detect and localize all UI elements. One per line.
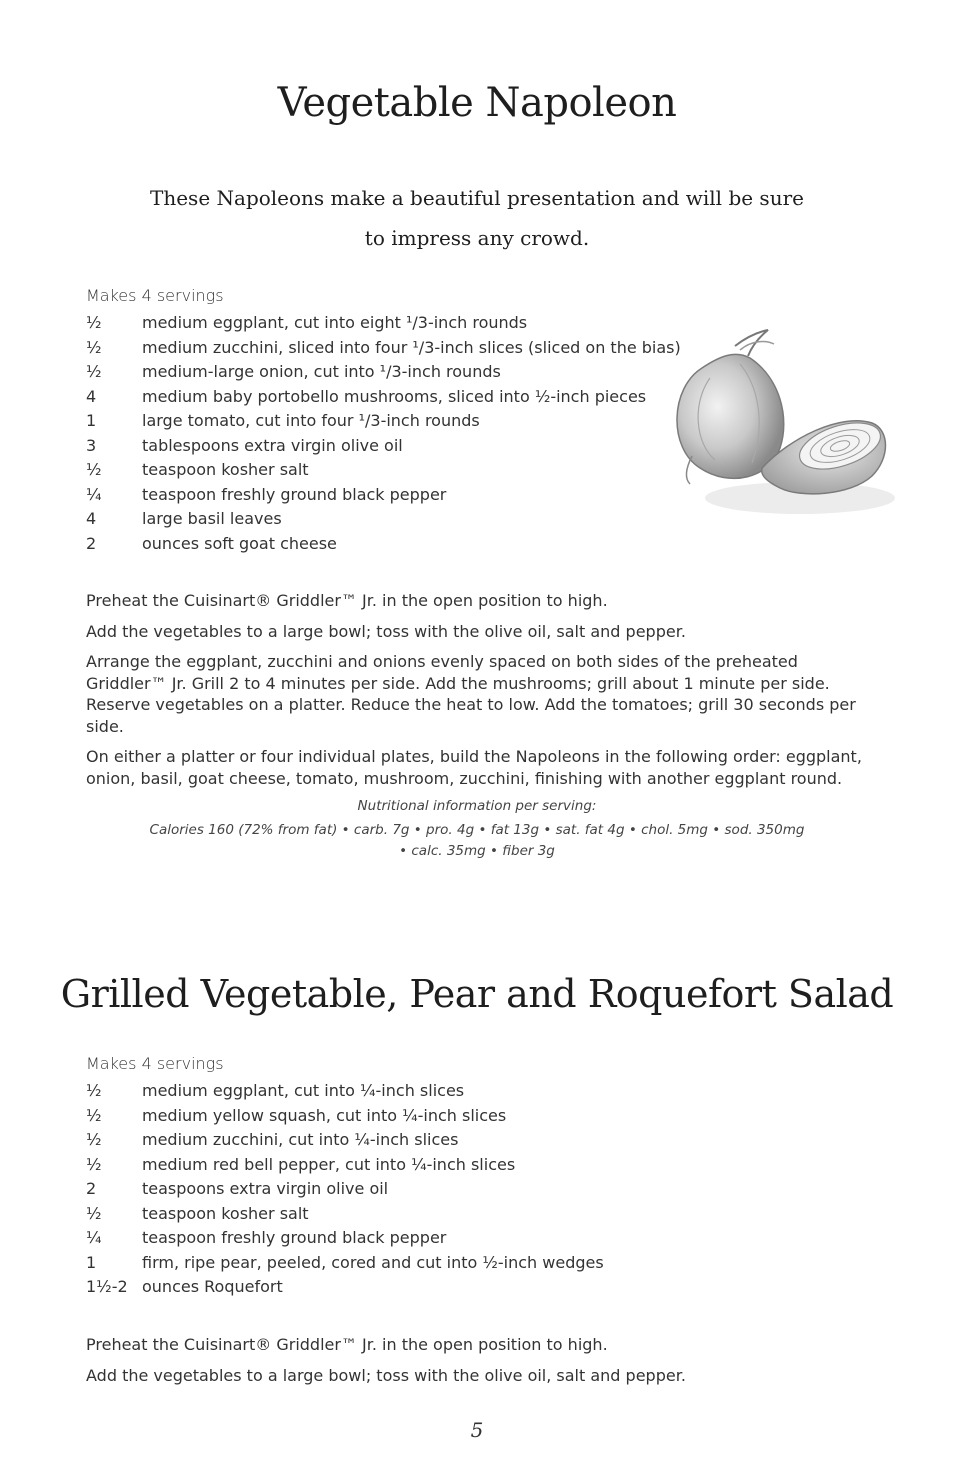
ingredient-text: large tomato, cut into four ¹/3-inch rounds [142, 411, 480, 430]
recipe-intro: These Napoleons make a beautiful presentation and will be sure to impress any crowd. [150, 186, 804, 250]
ingredient-quantity: ½ [86, 362, 102, 381]
ingredient-quantity: ¼ [86, 484, 102, 504]
ingredient-item [86, 1104, 604, 1129]
step-toss: Add the vegetables to a large bowl; toss with the olive oil, salt and pepper. [86, 622, 686, 641]
step-grill: Arrange the eggplant, zucchini and onions evenly spaced on both sides of the preheated Griddler™ Jr. Grill 2 to 4 minutes per side. Add the mushrooms; grill about 1 minute per side. Reserve vegetables on a platter. Reduce the heat to low. Add the tomatoes; grill 30 seconds per side. [86, 652, 856, 736]
nutrition-info-continued: • calc. 35mg • fiber 3g [399, 843, 555, 859]
ingredient-quantity: ½ [86, 313, 102, 332]
ingredient-quantity: 3 [86, 435, 97, 455]
ingredient-list [86, 1079, 604, 1300]
ingredient-quantity: ½ [86, 1105, 102, 1125]
ingredient-text: ounces soft goat cheese [142, 533, 337, 553]
ingredient-item [86, 1226, 604, 1251]
ingredient-text: ounces Roquefort [142, 1277, 283, 1296]
ingredient-text: firm, ripe pear, peeled, cored and cut into ½-inch wedges [142, 1252, 604, 1272]
ingredient-text: teaspoon freshly ground black pepper [142, 484, 447, 504]
ingredient-item [86, 1177, 604, 1202]
ingredient-quantity: ½ [86, 1081, 102, 1100]
ingredient-item [86, 336, 681, 361]
ingredient-text: medium eggplant, cut into eight ¹/3-inch rounds [142, 313, 528, 332]
servings-text: Makes 4 servings [86, 1054, 224, 1073]
ingredient-quantity: ½ [86, 1154, 102, 1174]
ingredient-list [86, 311, 681, 556]
recipe-title: Vegetable Napoleon [277, 80, 677, 126]
ingredient-quantity: ½ [86, 1130, 102, 1149]
ingredient-text: medium yellow squash, cut into ¼-inch slices [142, 1105, 507, 1125]
ingredient-text: teaspoons extra virgin olive oil [142, 1179, 389, 1198]
step-assemble: On either a platter or four individual plates, build the Napoleons in the following order: eggplant, onion, basil, goat cheese, tomato, mushroom, zucchini, finishing with another eggplant round. [86, 747, 862, 788]
ingredient-text: medium baby portobello mushrooms, sliced into ½-inch pieces [142, 386, 647, 406]
ingredient-quantity: ½ [86, 460, 102, 479]
step-toss: Add the vegetables to a large bowl; toss with the olive oil, salt and pepper. [86, 1366, 686, 1385]
ingredient-text: medium zucchini, cut into ¼-inch slices [142, 1130, 459, 1149]
ingredient-quantity: 4 [86, 386, 97, 406]
ingredient-item [86, 1128, 604, 1153]
ingredient-quantity: 1½-2 [86, 1277, 128, 1296]
ingredient-item [86, 434, 681, 459]
ingredient-text: teaspoon freshly ground black pepper [142, 1228, 447, 1247]
ingredient-text: tablespoons extra virgin olive oil [142, 435, 403, 455]
nutrition-info: Calories 160 (72% from fat) • carb. 7g • pro. 4g • fat 13g • sat. fat 4g • chol. 5mg • sod. 350mg [149, 822, 805, 838]
step-preheat: Preheat the Cuisinart® Griddler™ Jr. in the open position to high. [86, 591, 608, 610]
ingredient-text: large basil leaves [142, 509, 282, 528]
ingredient-item [86, 1275, 604, 1300]
ingredient-text: medium red bell pepper, cut into ¼-inch slices [142, 1154, 516, 1174]
ingredient-item [86, 483, 681, 508]
ingredient-quantity: ¼ [86, 1228, 102, 1247]
ingredient-item [86, 409, 681, 434]
recipe-title: Grilled Vegetable, Pear and Roquefort Salad [60, 972, 894, 1016]
ingredient-item [86, 311, 681, 336]
ingredient-quantity: 1 [86, 411, 97, 430]
ingredient-item [86, 1251, 604, 1276]
ingredient-item [86, 1202, 604, 1227]
ingredient-item [86, 532, 681, 557]
ingredient-text: medium-large onion, cut into ¹/3-inch rounds [142, 362, 501, 381]
ingredient-quantity: ½ [86, 1203, 102, 1223]
ingredient-quantity: 2 [86, 1179, 97, 1198]
ingredient-item [86, 385, 681, 410]
ingredient-item [86, 507, 681, 532]
ingredient-text: medium eggplant, cut into ¼-inch slices [142, 1081, 465, 1100]
ingredient-item [86, 360, 681, 385]
ingredient-text: medium zucchini, sliced into four ¹/3-inch slices (sliced on the bias) [142, 337, 681, 357]
ingredient-text: teaspoon kosher salt [142, 1203, 309, 1223]
step-preheat: Preheat the Cuisinart® Griddler™ Jr. in the open position to high. [86, 1335, 608, 1354]
ingredient-item [86, 1079, 604, 1104]
ingredient-item [86, 458, 681, 483]
nutrition-heading: Nutritional information per serving: [357, 798, 597, 814]
ingredient-item [86, 1153, 604, 1178]
ingredient-text: teaspoon kosher salt [142, 460, 309, 479]
ingredient-quantity: 1 [86, 1252, 97, 1272]
ingredient-quantity: 4 [86, 509, 97, 528]
ingredient-quantity: 2 [86, 533, 97, 553]
servings-text: Makes 4 servings [86, 286, 224, 305]
page-number: 5 [470, 1418, 484, 1442]
ingredient-quantity: ½ [86, 337, 102, 357]
onion-illustration [640, 328, 902, 524]
